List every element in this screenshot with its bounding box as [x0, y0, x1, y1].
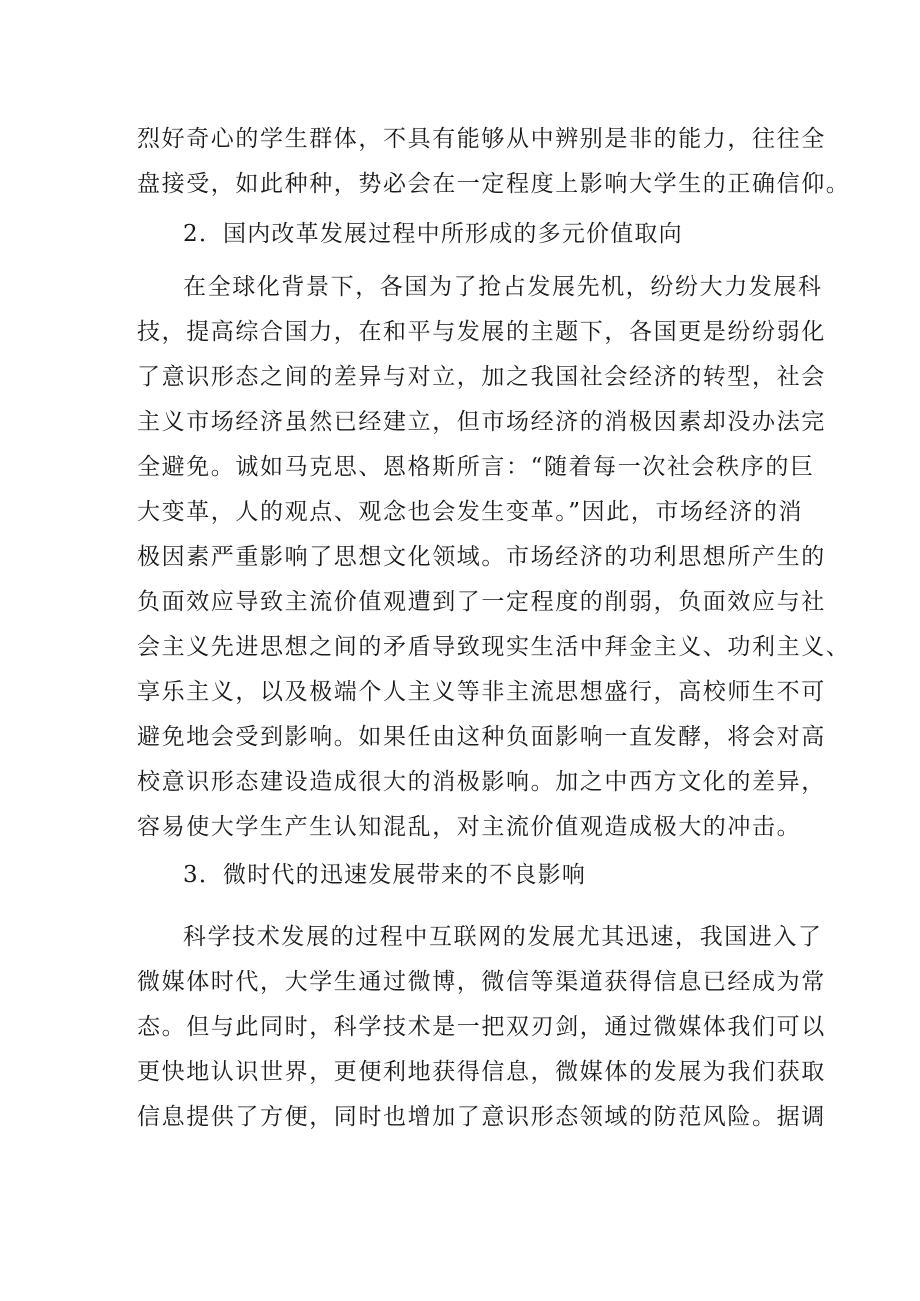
body-text-line: 在全球化背景下，各国为了抢占发展先机，纷纷大力发展科	[183, 274, 823, 300]
body-text-line: 盘接受，如此种种，势必会在一定程度上影响大学生的正确信仰。	[137, 171, 851, 197]
body-text-line: 享乐主义，以及极端个人主义等非主流思想盛行，高校师生不可	[137, 679, 826, 705]
body-text-line: 校意识形态建设造成很大的消极影响。加之中西方文化的差异，	[137, 769, 826, 795]
body-text-line: 科学技术发展的过程中互联网的发展尤其迅速，我国进入了	[183, 924, 823, 950]
body-text-line: 烈好奇心的学生群体，不具有能够从中辨别是非的能力，往往全	[137, 126, 826, 152]
body-text-line: 负面效应导致主流价值观遭到了一定程度的削弱，负面效应与社	[137, 589, 826, 615]
body-text-line: 容易使大学生产生认知混乱，对主流价值观造成极大的冲击。	[137, 814, 802, 840]
body-text-line: 技，提高综合国力，在和平与发展的主题下，各国更是纷纷弱化	[137, 319, 826, 345]
section-heading-2: 2．国内改革发展过程中所形成的多元价值取向	[183, 221, 683, 247]
body-text-line: 极因素严重影响了思想文化领域。市场经济的功利思想所产生的	[137, 544, 826, 570]
body-text-line: 态。但与此同时，科学技术是一把双刃剑，通过微媒体我们可以	[137, 1014, 826, 1040]
body-text-line: 信息提供了方便，同时也增加了意识形态领域的防范风险。据调	[137, 1104, 826, 1130]
body-text-line: 会主义先进思想之间的矛盾导致现实生活中拜金主义、功利主义、	[137, 634, 851, 660]
body-text-line: 全避免。诚如马克思、恩格斯所言：“随着每一次社会秩序的巨	[137, 454, 815, 480]
section-heading-3: 3．微时代的迅速发展带来的不良影响	[183, 862, 587, 888]
body-text-line: 更快地认识世界，更便利地获得信息，微媒体的发展为我们获取	[137, 1059, 826, 1085]
body-text-line: 了意识形态之间的差异与对立，加之我国社会经济的转型，社会	[137, 364, 826, 390]
body-text-line: 主义市场经济虽然已经建立，但市场经济的消极因素却没办法完	[137, 409, 826, 435]
body-text-line: 避免地会受到影响。如果任由这种负面影响一直发酵，将会对高	[137, 724, 826, 750]
body-text-line: 微媒体时代，大学生通过微博，微信等渠道获得信息已经成为常	[137, 969, 826, 995]
body-text-line: 大变革，人的观点、观念也会发生变革。”因此，市场经济的消	[137, 499, 804, 525]
